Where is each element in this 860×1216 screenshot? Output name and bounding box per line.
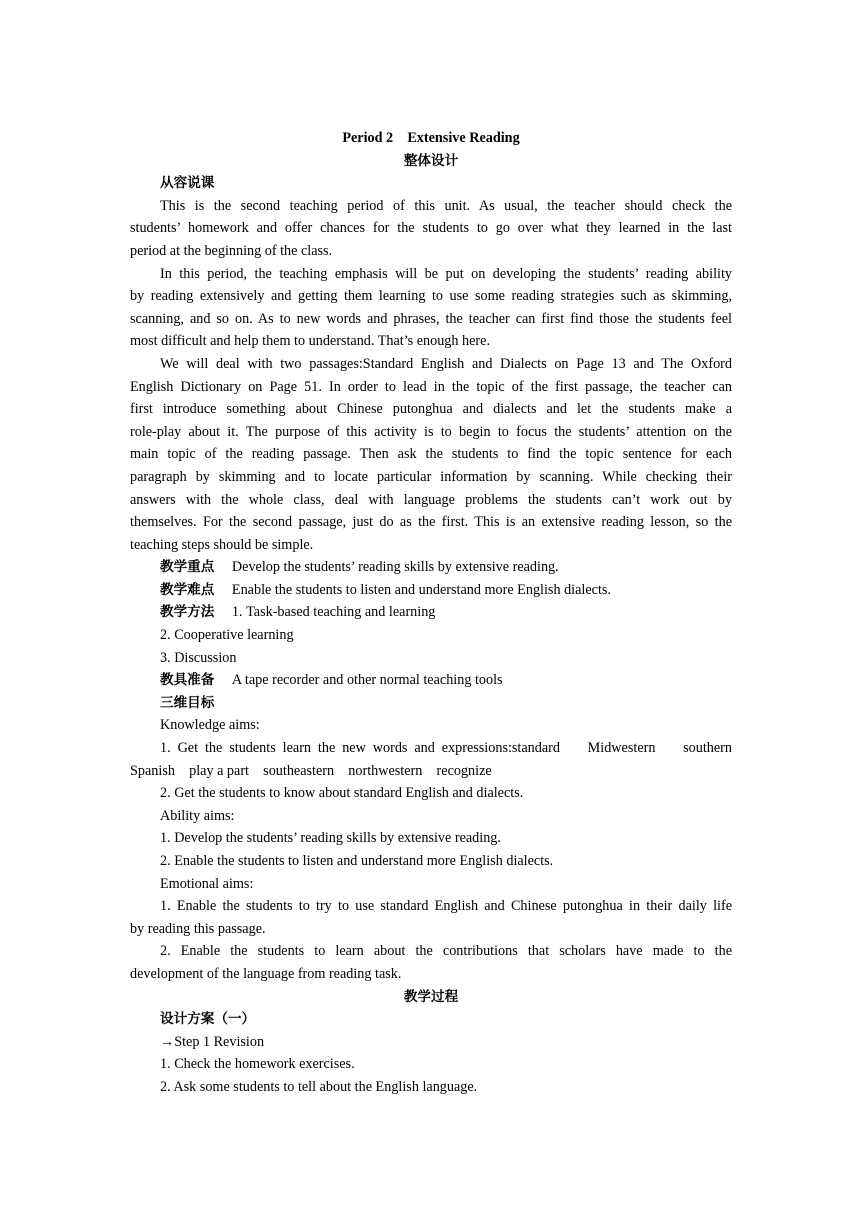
para3-line: paragraph by skimming and to locate particular information by scanning. While checking their <box>130 468 732 485</box>
ability-aims-heading: Ability aims: <box>160 807 235 824</box>
key-point-text: Develop the students’ reading skills by extensive reading. <box>231 559 559 576</box>
emotional-aims-heading: Emotional aims: <box>160 875 254 892</box>
emotional-aims-item: development of the language from reading task. <box>130 965 402 982</box>
para1-line: students’ homework and offer chances for the students to go over what they learned in the last <box>130 220 732 237</box>
knowledge-aims-heading: Knowledge aims: <box>160 717 260 734</box>
para3-line: We will deal with two passages:Standard English and Dialects on Page 13 and The Oxford <box>160 355 732 372</box>
para3-line: English Dictionary on Page 51. In order to lead in the topic of the first passage, the teacher can <box>130 378 732 395</box>
document-body <box>130 127 732 1099</box>
section-intro-heading: 从容说课 <box>160 175 215 192</box>
methods-item: 3. Discussion <box>160 649 237 666</box>
methods-item: 1. Task-based teaching and learning <box>231 604 436 621</box>
tools-label: 教具准备 <box>160 672 215 689</box>
step1-item: 2. Ask some students to tell about the English language. <box>160 1078 478 1095</box>
para3-line: main topic of the reading passage. Then ask the students to find the topic sentence for each <box>130 446 732 463</box>
knowledge-aims-item: 1. Get the students learn the new words and expressions:standard Midwestern southern <box>160 740 732 757</box>
ability-aims-item: 2. Enable the students to listen and understand more English dialects. <box>160 853 554 869</box>
knowledge-aims-item: 2. Get the students to know about standard English and dialects. <box>160 785 524 802</box>
key-point-label: 教学重点 <box>160 559 215 576</box>
tools-text: A tape recorder and other normal teaching tools <box>231 672 503 689</box>
para3-line: role-play about it. The purpose of this activity is to begin to focus the students’ attention on the <box>130 423 732 440</box>
heading-teaching-process: 教学过程 <box>403 988 459 1005</box>
difficulty-text: Enable the students to listen and understand more English dialects. <box>231 581 611 598</box>
methods-label: 教学方法 <box>160 604 215 621</box>
para2-line: In this period, the teaching emphasis will be put on developing the students’ reading ability <box>160 265 732 282</box>
methods-item: 2. Cooperative learning <box>160 627 294 644</box>
knowledge-aims-item: Spanish play a part southeastern northwestern recognize <box>130 762 492 779</box>
para2-line: most difficult and help them to understand. That’s enough here. <box>130 333 490 350</box>
difficulty-label: 教学难点 <box>160 581 215 598</box>
ability-aims-item: 1. Develop the students’ reading skills by extensive reading. <box>160 830 501 847</box>
para1-line: period at the beginning of the class. <box>130 242 333 259</box>
para1-line: This is the second teaching period of this unit. As usual, the teacher should check the <box>160 197 732 214</box>
para3-line: themselves. For the second passage, just do as the first. This is an extensive reading lesson, so the <box>130 514 732 531</box>
step1-title: →Step 1 Revision <box>160 1033 265 1050</box>
emotional-aims-item: 2. Enable the students to learn about the contributions that scholars have made to the <box>160 943 732 960</box>
goals-heading: 三维目标 <box>160 694 215 711</box>
difficulty-row <box>130 579 732 602</box>
tools-row <box>130 669 732 692</box>
para3-line: first introduce something about Chinese putonghua and dialects and let the students make a <box>130 401 732 418</box>
emotional-aims-item: 1. Enable the students to try to use standard English and Chinese putonghua in their daily life <box>160 898 732 915</box>
para3-line: answers with the whole class, deal with language problems the students can’t work out by <box>130 491 732 508</box>
emotional-aims-item: by reading this passage. <box>130 920 266 937</box>
step1-item: 1. Check the homework exercises. <box>160 1056 355 1073</box>
para2-line: by reading extensively and getting them learning to use some reading strategies such as skimming, <box>130 288 732 305</box>
para2-line: scanning, and so on. As to new words and phrases, the teacher can first find those the students feel <box>130 310 732 327</box>
heading-overall-design: 整体设计 <box>403 152 459 169</box>
plan-heading: 设计方案（一） <box>160 1011 256 1028</box>
para3-line: teaching steps should be simple. <box>130 536 314 553</box>
methods-row <box>130 601 732 624</box>
page-title: Period 2 Extensive Reading <box>342 130 520 146</box>
key-point-row <box>130 556 732 579</box>
